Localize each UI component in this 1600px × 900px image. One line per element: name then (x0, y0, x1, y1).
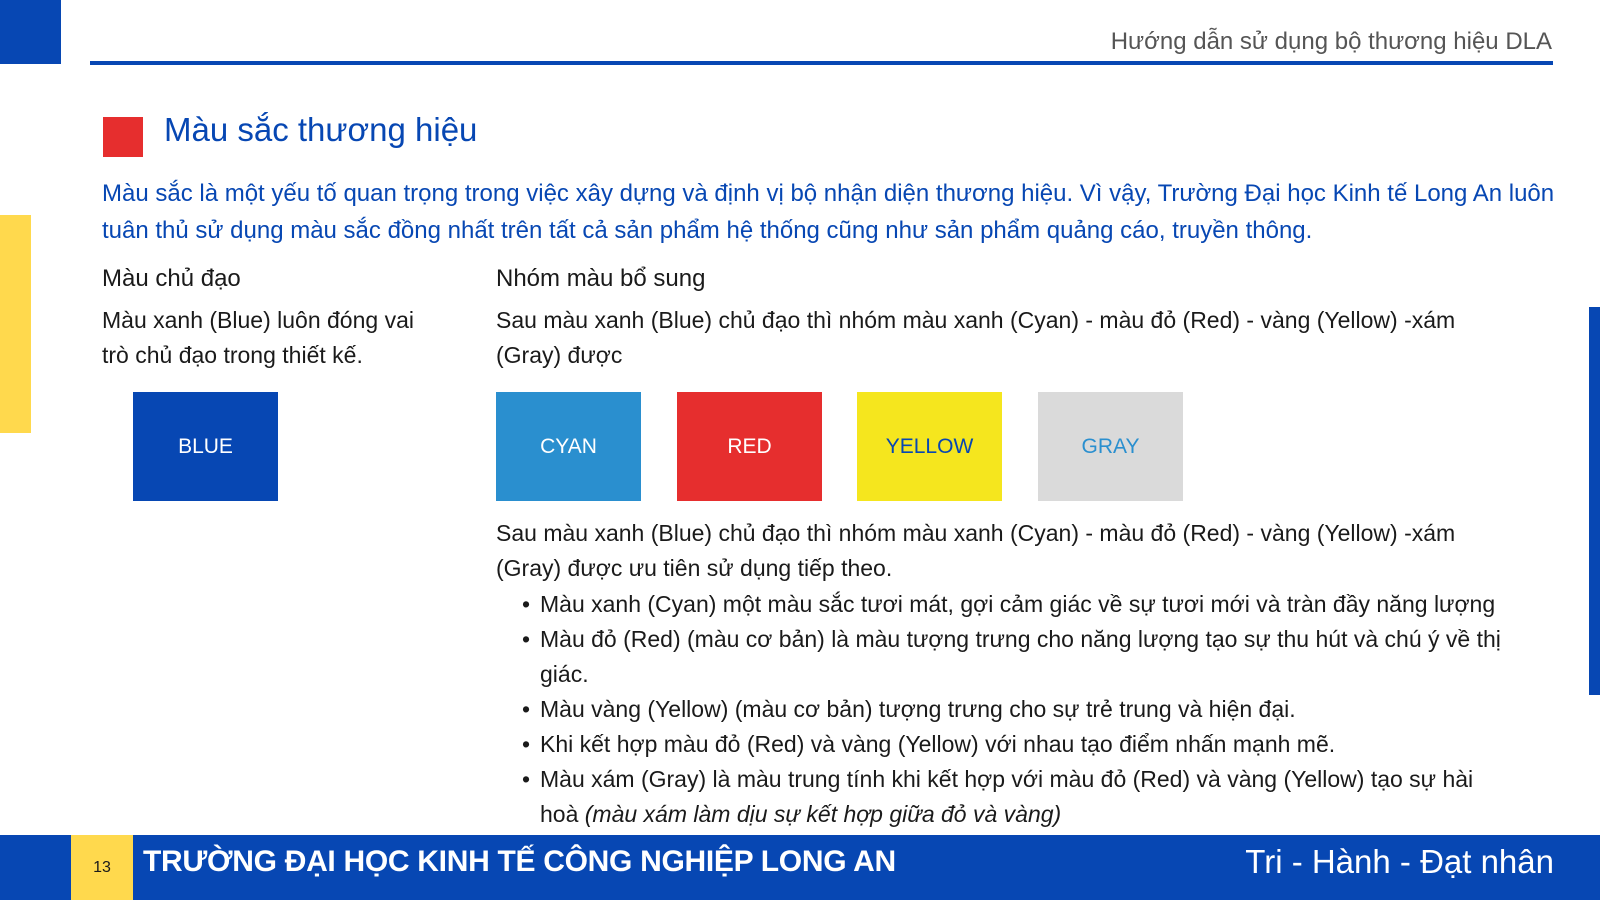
primary-color-text: Màu xanh (Blue) luôn đóng vai trò chủ đạo trong thiết kế. (102, 307, 414, 368)
swatch-yellow (857, 392, 1002, 501)
right-blue-accent (1589, 307, 1600, 695)
list-item: • Màu đỏ (Red) (màu cơ bản) là màu tượng trưng cho năng lượng tạo sự thu hút và chú ý về thị giác. (520, 622, 1510, 692)
swatch-gray (1038, 392, 1183, 501)
corner-accent-block (0, 0, 61, 64)
list-item: • Khi kết hợp màu đỏ (Red) và vàng (Yellow) với nhau tạo điểm nhấn mạnh mẽ. (520, 727, 1510, 762)
swatch-cyan (496, 392, 641, 501)
intro-paragraph: Màu sắc là một yếu tố quan trọng trong việc xây dựng và định vị bộ nhận diện thương hiệu. Vì vậy, Trường Đại học Kinh tế Long An luôn tuân thủ sử dụng màu sắc đồng nhất trên tất cả sản phẩm hệ thống cũng như sản phẩm quảng cáo, truyền thông. (102, 180, 1555, 244)
left-yellow-accent (0, 215, 31, 433)
section-marker (103, 117, 143, 157)
swatch-yellow-label: YELLOW (885, 434, 974, 458)
swatch-blue-label: BLUE (178, 434, 233, 458)
color-meaning-list (520, 587, 1510, 832)
document-title: Hướng dẫn sử dụng bộ thương hiệu DLA (1110, 28, 1552, 55)
school-motto: Tri - Hành - Đạt nhân (1245, 843, 1554, 880)
list-item-text: Màu xám (Gray) là màu trung tính khi kết hợp với màu đỏ (Red) và vàng (Yellow) tạo sự hài hoà (540, 766, 1474, 827)
list-item: • Màu xanh (Cyan) một màu sắc tươi mát, gợi cảm giác về sự tươi mới và tràn đầy năng lượng (520, 587, 1510, 622)
swatch-gray-label: GRAY (1081, 434, 1140, 458)
section-title: Màu sắc thương hiệu (164, 111, 478, 148)
list-item: • Màu vàng (Yellow) (màu cơ bản) tượng trưng cho sự trẻ trung và hiện đại. (520, 692, 1510, 727)
primary-color-heading: Màu chủ đạo (102, 265, 241, 292)
supplementary-usage-text: Sau màu xanh (Blue) chủ đạo thì nhóm màu xanh (Cyan) - màu đỏ (Red) - vàng (Yellow) -xám (Gray) được ưu tiên sử dụng tiếp theo. (496, 520, 1456, 581)
header-divider (90, 61, 1553, 65)
supplementary-color-text: Sau màu xanh (Blue) chủ đạo thì nhóm màu xanh (Cyan) - màu đỏ (Red) - vàng (Yellow) -xám (Gray) được (496, 307, 1456, 368)
page-number: 13 (71, 835, 133, 900)
supplementary-color-heading: Nhóm màu bổ sung (496, 265, 706, 292)
swatch-cyan-label: CYAN (540, 434, 597, 458)
swatch-red (677, 392, 822, 501)
swatch-red-label: RED (727, 434, 772, 458)
school-name: TRƯỜNG ĐẠI HỌC KINH TẾ CÔNG NGHIỆP LONG AN (143, 845, 896, 878)
list-item-italic-note: (màu xám làm dịu sự kết hợp giữa đỏ và vàng) (584, 801, 1062, 827)
list-item (520, 762, 1510, 832)
swatch-blue (133, 392, 278, 501)
